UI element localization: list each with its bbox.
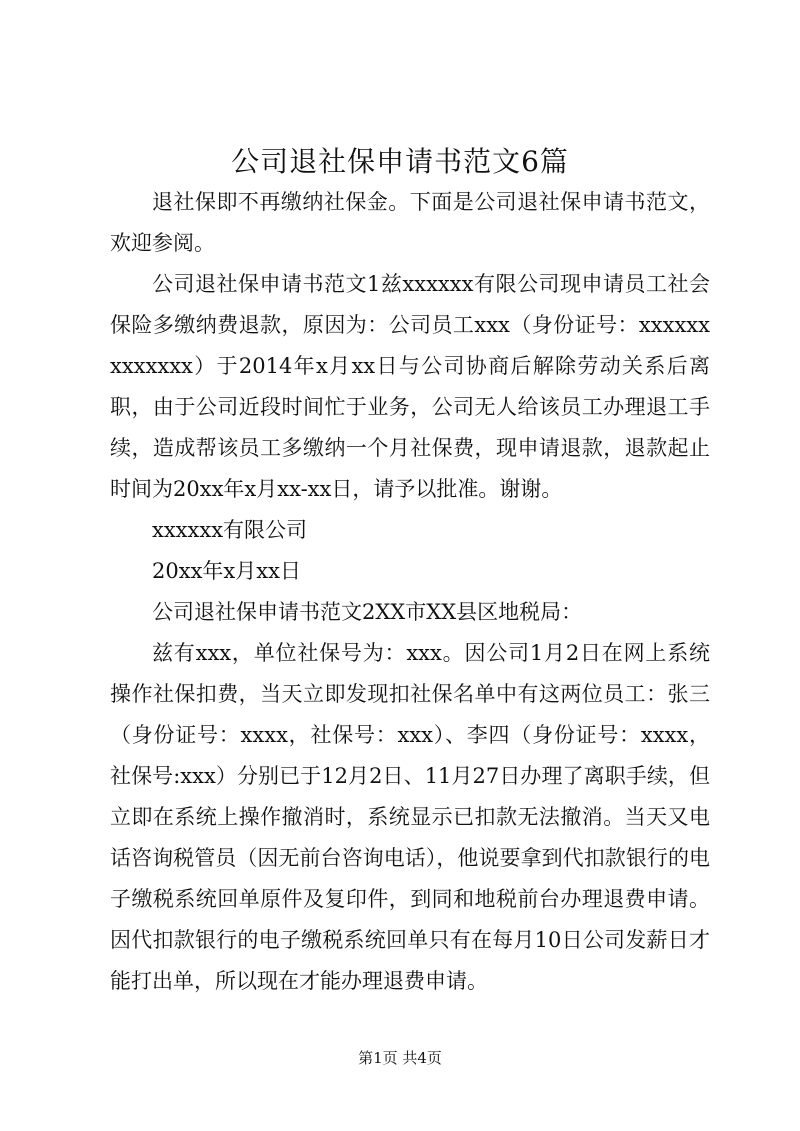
page-footer: 第1页 共4页 [358,1049,442,1067]
sample-1-paragraph: 公司退社保申请书范文1兹xxxxxx有限公司现申请员工社会保险多缴纳费退款，原因为：公司员工xxx（身份证号：xxxxxxxxxxxxx）于2014年x月xx日与公司协商后解除劳动关系后离职，由于公司近段时间忙于业务，公司无人给该员工办理退工手续，造成帮该员工多缴纳一个月社保费，现申请退款，退款起止时间为20xx年x月xx-xx日，请予以批准。谢谢。 [110,272,710,501]
sample-2-heading: 公司退社保申请书范文2XX市XX县区地税局： [152,600,583,624]
intro-paragraph: 退社保即不再缴纳社保金。下面是公司退社保申请书范文，欢迎参阅。 [110,190,710,255]
document-body [110,182,710,1002]
signature-date: 20xx年x月xx日 [152,559,301,583]
signature-company: xxxxxx有限公司 [152,518,308,542]
document-title: 公司退社保申请书范文6篇 [231,145,569,178]
sample-2-paragraph: 兹有xxx，单位社保号为：xxx。因公司1月2日在网上系统操作社保扣费，当天立即发现扣社保名单中有这两位员工：张三（身份证号：xxxx，社保号：xxx）、李四（身份证号：xxxx，社保号:xxx）分别已于12月2日、11月27日办理了离职手续，但立即在系统上操作撤消时，系统显示已扣款无法撤消。当天又电话咨询税管员（因无前台咨询电话），他说要拿到代扣款银行的电子缴税系统回单原件及复印件，到同和地税前台办理退费申请。因代扣款银行的电子缴税系统回单只有在每月10日公司发薪日才能打出单，所以现在才能办理退费申请。 [110,641,710,993]
